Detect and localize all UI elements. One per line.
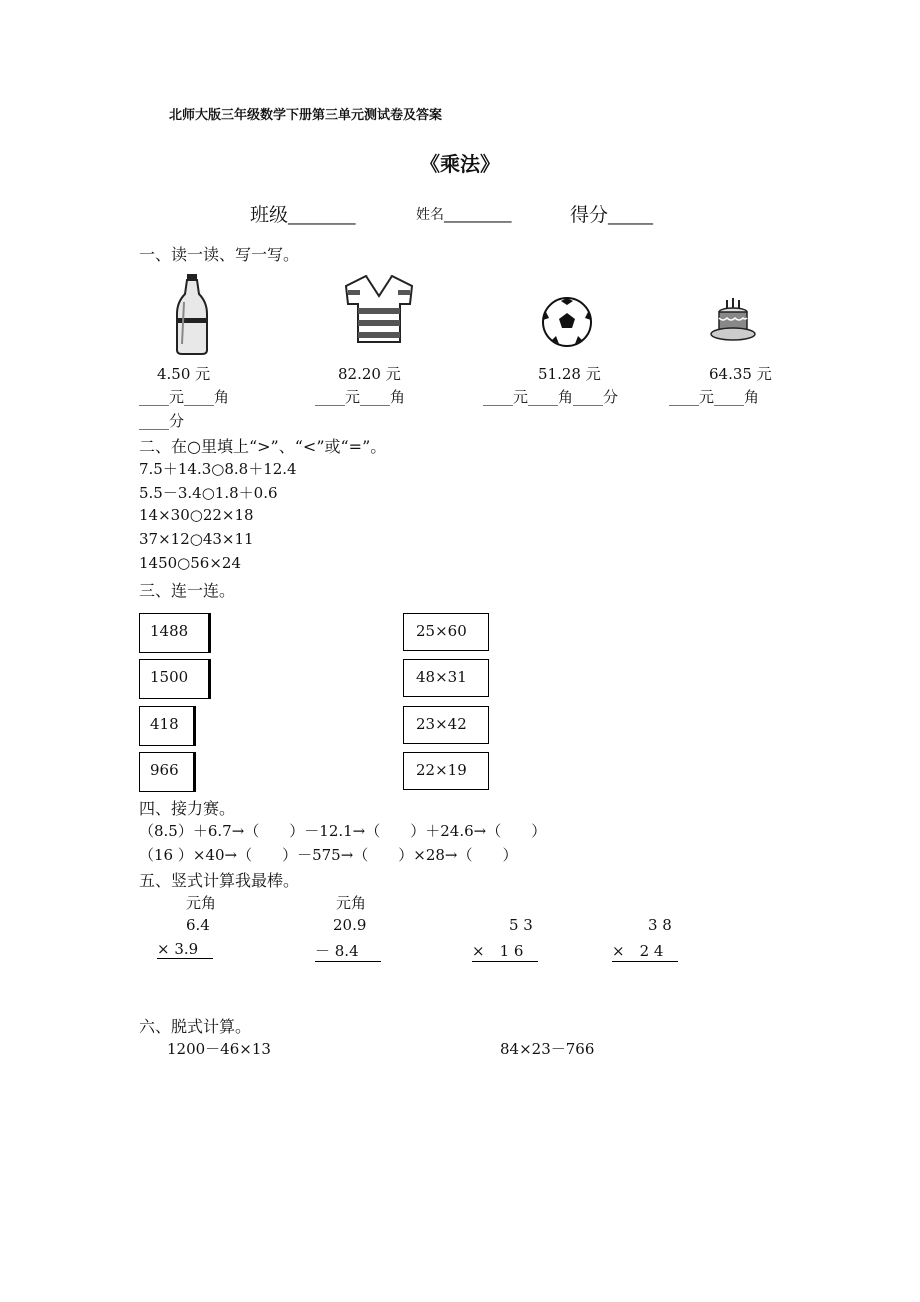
- price-bottle: 4.50 元: [157, 365, 211, 383]
- section5-title: 五、竖式计算我最棒。: [139, 871, 300, 890]
- cake-icon: [709, 296, 757, 344]
- calc-problem: 1200－46×13: [167, 1040, 271, 1058]
- match-left-box[interactable]: 1500: [139, 659, 211, 699]
- price-ball: 51.28 元: [538, 365, 601, 383]
- name-label: 姓名: [416, 207, 444, 223]
- blank-shirt[interactable]: ____元____角: [315, 388, 406, 406]
- bottle-icon: [174, 272, 210, 356]
- vertical-unit: 元角: [336, 894, 367, 912]
- compare-row[interactable]: 37×12○43×11: [139, 530, 254, 548]
- class-label: 班级: [250, 204, 289, 226]
- blank-cake[interactable]: ____元____角: [669, 388, 760, 406]
- relay-row[interactable]: （8.5）＋6.7→（ ）－12.1→（ ）＋24.6→（ ）: [139, 822, 547, 840]
- document-header: 北师大版三年级数学下册第三单元测试卷及答案: [169, 108, 443, 123]
- section4-title: 四、接力赛。: [139, 799, 236, 818]
- name-field[interactable]: [416, 204, 512, 224]
- match-right-box[interactable]: 23×42: [403, 706, 489, 744]
- vertical-bottom: × 1 6: [472, 940, 538, 962]
- vertical-top: 5 3: [509, 916, 533, 934]
- section2-title: 二、在○里填上“>”、“<”或“=”。: [139, 437, 387, 456]
- match-right-box[interactable]: 22×19: [403, 752, 489, 790]
- compare-row[interactable]: 1450○56×24: [139, 554, 242, 572]
- calc-problem: 84×23－766: [500, 1040, 595, 1058]
- price-shirt: 82.20 元: [338, 365, 401, 383]
- score-label: 得分: [570, 204, 609, 226]
- blank-bottle[interactable]: ____元____角: [139, 388, 230, 406]
- class-field[interactable]: [250, 200, 356, 227]
- compare-row[interactable]: 14×30○22×18: [139, 506, 254, 524]
- blank-ball[interactable]: ____元____角____分: [483, 388, 619, 406]
- match-left-box[interactable]: 418: [139, 706, 196, 746]
- vertical-unit: 元角: [186, 894, 217, 912]
- section1-title: 一、读一读、写一写。: [139, 245, 300, 264]
- section6-title: 六、脱式计算。: [139, 1017, 252, 1036]
- compare-row[interactable]: 7.5＋14.3○8.8＋12.4: [139, 460, 297, 478]
- score-blank: ______: [608, 207, 654, 225]
- match-right-box[interactable]: 48×31: [403, 659, 489, 697]
- vertical-bottom: × 3.9: [157, 940, 213, 959]
- compare-row[interactable]: 5.5－3.4○1.8＋0.6: [139, 484, 278, 502]
- match-left-box[interactable]: 1488: [139, 613, 211, 653]
- vertical-top: 3 8: [648, 916, 672, 934]
- section3-title: 三、连一连。: [139, 581, 236, 600]
- price-cake: 64.35 元: [709, 365, 772, 383]
- vertical-bottom: － 8.4: [315, 940, 381, 962]
- relay-row[interactable]: （16 ）×40→（ ）－575→（ ）×28→（ ）: [139, 846, 518, 864]
- vertical-top: 20.9: [333, 916, 367, 934]
- shirt-icon: [344, 274, 414, 344]
- match-right-box[interactable]: 25×60: [403, 613, 489, 651]
- soccer-ball-icon: [541, 296, 593, 348]
- name-blank: _________: [444, 205, 512, 223]
- class-blank: _________: [288, 207, 356, 225]
- score-field[interactable]: [570, 200, 653, 227]
- page-title: 《乘法》: [420, 152, 500, 176]
- vertical-bottom: × 2 4: [612, 940, 678, 962]
- vertical-top: 6.4: [186, 916, 210, 934]
- match-left-box[interactable]: 966: [139, 752, 196, 792]
- blank-cake-fen[interactable]: ____分: [139, 412, 185, 430]
